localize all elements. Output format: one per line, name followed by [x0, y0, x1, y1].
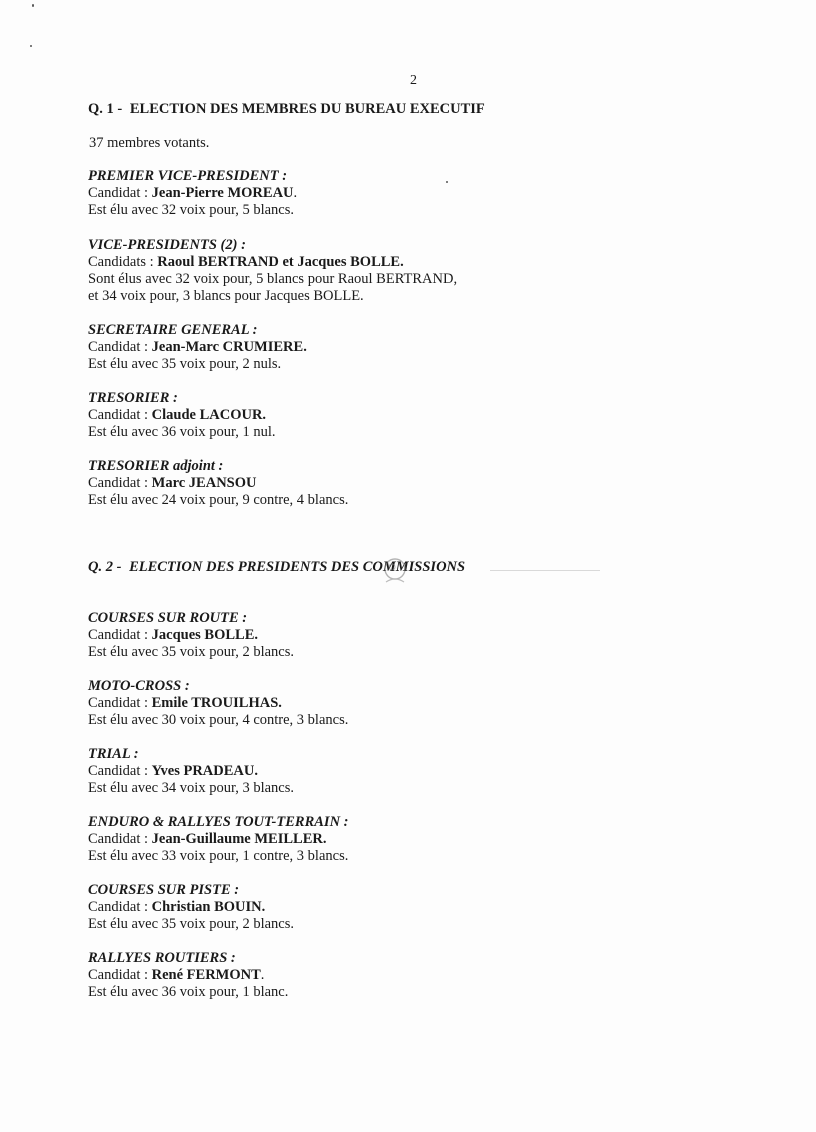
candidate-line [88, 475, 348, 492]
section-number: Q. 2 - [88, 559, 122, 575]
candidate-label: Candidat : [88, 185, 152, 201]
position-title: TRESORIER : [88, 390, 178, 406]
candidate-label: Candidat : [88, 763, 152, 779]
position-title: TRESORIER adjoint : [88, 458, 224, 474]
section-heading-bureau [88, 101, 485, 118]
election-entry [88, 237, 457, 305]
scan-speck [446, 181, 448, 183]
candidate-line [88, 967, 288, 984]
candidate-name: Marc JEANSOU [151, 475, 257, 491]
candidate-label: Candidat : [88, 899, 152, 915]
position-title: COURSES SUR ROUTE : [88, 610, 248, 626]
vote-result: Est élu avec 24 voix pour, 9 contre, 4 blancs. [88, 492, 349, 508]
candidate-name: Jacques BOLLE. [151, 627, 258, 643]
position-title: MOTO-CROSS : [88, 678, 190, 694]
candidate-label: Candidat : [88, 339, 152, 355]
election-entry [88, 610, 294, 661]
vote-result: Est élu avec 33 voix pour, 1 contre, 3 blancs. [88, 848, 349, 864]
election-entry [88, 390, 275, 441]
position-title: VICE-PRESIDENTS (2) : [88, 237, 246, 253]
section-number: Q. 1 - [88, 101, 123, 117]
election-entry [88, 322, 307, 373]
vote-result: Est élu avec 35 voix pour, 2 blancs. [88, 916, 294, 932]
election-entry [88, 458, 348, 509]
election-entry [88, 678, 348, 729]
candidate-suffix: . [293, 185, 298, 201]
position-title: ENDURO & RALLYES TOUT-TERRAIN : [88, 814, 349, 830]
candidate-line [88, 339, 307, 356]
candidate-line [88, 831, 349, 848]
candidate-name: Yves PRADEAU. [151, 763, 258, 779]
scan-speck [32, 4, 34, 7]
candidate-line [88, 695, 348, 712]
candidate-label: Candidat : [88, 695, 152, 711]
candidate-name: Jean-Marc CRUMIERE. [151, 339, 307, 355]
position-title: COURSES SUR PISTE : [88, 882, 240, 898]
page-number: 2 [410, 73, 417, 88]
candidate-label: Candidat : [88, 967, 152, 983]
candidate-name: Jean-Pierre MOREAU [151, 185, 294, 201]
candidate-line [88, 254, 457, 271]
candidate-label: Candidat : [88, 831, 152, 847]
candidate-name: Christian BOUIN. [151, 899, 266, 915]
vote-result: Est élu avec 35 voix pour, 2 nuls. [88, 356, 282, 372]
candidate-label: Candidat : [88, 475, 152, 491]
position-title: SECRETAIRE GENERAL : [88, 322, 258, 338]
scan-speck [30, 45, 32, 47]
election-entry [88, 950, 288, 1001]
candidate-label: Candidat : [88, 627, 152, 643]
candidate-label: Candidats : [88, 254, 158, 270]
candidate-label: Candidat : [88, 407, 152, 423]
candidate-suffix: . [260, 967, 265, 983]
candidate-name: Raoul BERTRAND et Jacques BOLLE. [157, 254, 404, 270]
vote-result: Est élu avec 36 voix pour, 1 blanc. [88, 984, 289, 1000]
vote-result: Est élu avec 32 voix pour, 5 blancs. [88, 202, 294, 218]
candidate-name: Claude LACOUR. [151, 407, 267, 423]
candidate-line [88, 407, 275, 424]
voters-count: 37 membres votants. [89, 135, 210, 151]
candidate-name: René FERMONT [151, 967, 261, 983]
section-title: ELECTION DES MEMBRES DU BUREAU EXECUTIF [129, 101, 485, 117]
election-entry [88, 746, 294, 797]
vote-result: Est élu avec 35 voix pour, 2 blancs. [88, 644, 294, 660]
candidate-line [88, 185, 297, 202]
position-title: PREMIER VICE-PRESIDENT : [88, 168, 288, 184]
candidate-name: Jean-Guillaume MEILLER. [151, 831, 327, 847]
election-entry [88, 814, 349, 865]
election-entry [88, 882, 294, 933]
election-entry [88, 168, 297, 219]
position-title: TRIAL : [88, 746, 139, 762]
vote-result: et 34 voix pour, 3 blancs pour Jacques BOLLE. [88, 288, 364, 304]
scan-line [490, 570, 600, 571]
vote-result: Sont élus avec 32 voix pour, 5 blancs pour Raoul BERTRAND, [88, 271, 458, 287]
position-title: RALLYES ROUTIERS : [88, 950, 236, 966]
candidate-line [88, 899, 294, 916]
vote-result: Est élu avec 36 voix pour, 1 nul. [88, 424, 276, 440]
candidate-line [88, 763, 294, 780]
candidate-line [88, 627, 294, 644]
section-title: ELECTION DES PRESIDENTS DES COMMISSIONS [129, 559, 466, 575]
vote-result: Est élu avec 30 voix pour, 4 contre, 3 blancs. [88, 712, 349, 728]
stamp-logo [378, 554, 412, 588]
vote-result: Est élu avec 34 voix pour, 3 blancs. [88, 780, 294, 796]
candidate-name: Emile TROUILHAS. [151, 695, 282, 711]
